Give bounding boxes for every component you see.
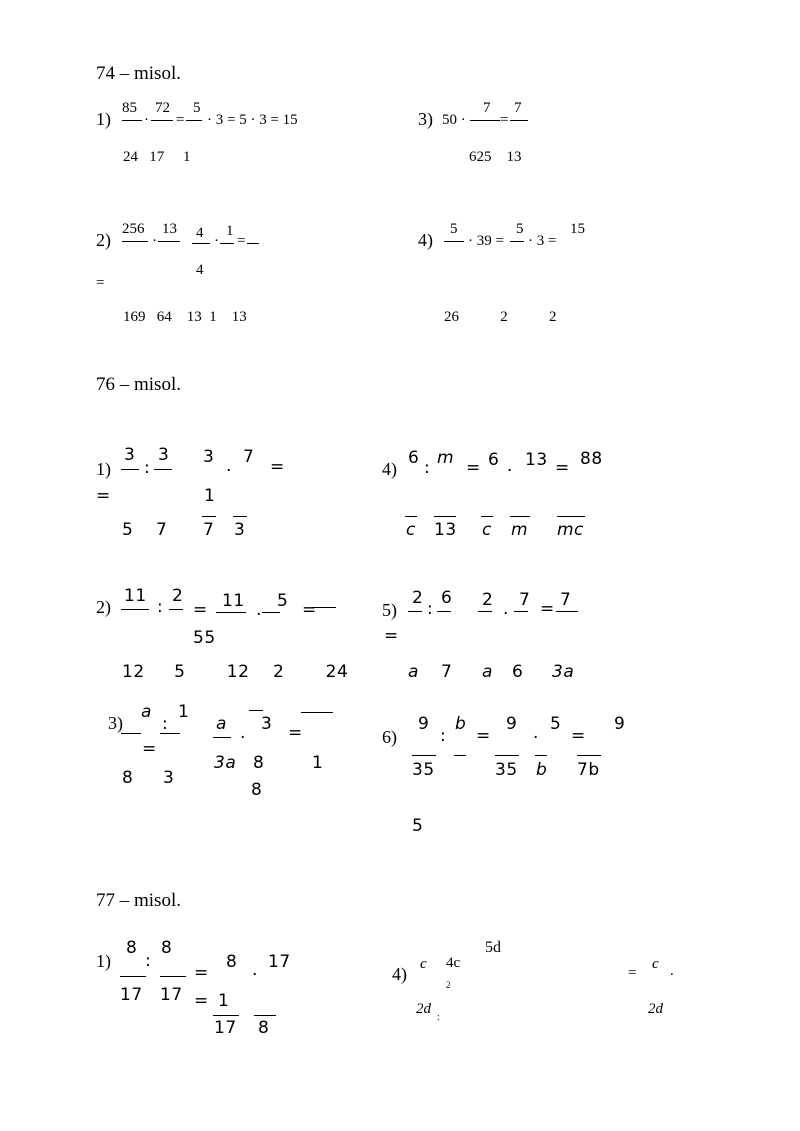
numerator: 1: [226, 223, 234, 239]
fraction-bar: [220, 243, 234, 244]
dot: .: [240, 723, 246, 743]
numerator: 5: [193, 100, 201, 116]
middle-value: 1: [218, 991, 230, 1011]
dot: .: [226, 456, 232, 476]
fraction-bar: [249, 710, 263, 711]
denominators-row: 24 17 1: [123, 149, 191, 165]
fraction-bar: [247, 243, 259, 244]
numerator: 72: [155, 100, 170, 116]
colon: :: [162, 714, 169, 734]
denominator: 35: [412, 760, 435, 780]
fraction-bar: [510, 241, 524, 242]
numerator: 8: [161, 938, 173, 958]
fraction-bar: [437, 611, 451, 612]
equals-sign: =: [142, 739, 157, 759]
fraction-bar: [192, 243, 210, 244]
problem-number: 1): [96, 951, 111, 971]
numerator: 13: [162, 221, 177, 237]
equals-sign: =: [384, 626, 399, 646]
equals-sign: =: [288, 723, 303, 743]
expression-tail: · 3 =: [528, 233, 557, 249]
denominator: 8: [258, 1018, 270, 1038]
denominator: a: [408, 662, 419, 682]
fraction-bar: [408, 611, 422, 612]
fraction-bar: [254, 1015, 276, 1016]
problem-number: 5): [382, 600, 397, 620]
colon: :: [424, 458, 431, 478]
section-title-76: 76 – misol.: [96, 374, 181, 395]
denominator: 3: [234, 520, 246, 540]
numerator: 3: [261, 714, 273, 734]
denominator: mc: [557, 520, 584, 540]
denominator: 17: [120, 985, 143, 1005]
problem-number: 1): [96, 109, 111, 129]
denominator: 3a: [214, 753, 237, 773]
numerator: 13: [525, 450, 548, 470]
equals-sign: =: [176, 112, 185, 128]
colon: :: [440, 726, 447, 746]
equals-sign: =: [96, 275, 105, 291]
problem-number: 2): [96, 230, 111, 250]
fraction-bar: [556, 611, 578, 612]
numerator: b: [455, 714, 467, 734]
denominator: m: [511, 520, 529, 540]
dot: .: [670, 963, 674, 979]
fraction-bar: [216, 612, 246, 613]
fraction-bar: [577, 755, 601, 756]
middle-value: 1: [312, 753, 324, 773]
fraction-bar: [202, 516, 216, 517]
equals-sign: =: [270, 457, 285, 477]
numerator: 5: [277, 591, 289, 611]
fraction-bar: [121, 609, 149, 610]
fraction-bar: [151, 120, 173, 121]
denominators-row: 169 64 13 1 13: [123, 309, 247, 325]
denominator: 3a: [552, 662, 575, 682]
top-term: 5d: [485, 939, 501, 956]
fraction-bar: [121, 469, 139, 470]
numerator: 15: [570, 221, 585, 237]
equals-sign: =: [540, 599, 555, 619]
equals-sign: =: [193, 600, 208, 620]
numerator: 7: [483, 100, 491, 116]
numerator: 8: [126, 938, 138, 958]
numerator: 1: [178, 702, 190, 722]
colon: :: [144, 458, 151, 478]
equals-sign: =: [466, 458, 481, 478]
numerator: c: [420, 956, 427, 972]
expression-tail: · 3 = 5 · 3 = 15: [207, 112, 298, 128]
denominator: 17: [214, 1018, 237, 1038]
equals-sign: =: [500, 112, 509, 128]
numerator: 11: [124, 586, 147, 606]
denominators-row: 625 13: [469, 149, 522, 165]
numerator: 7: [243, 447, 255, 467]
numerator: 5: [516, 221, 524, 237]
denominator: b: [536, 760, 548, 780]
colon: :: [157, 597, 164, 617]
equals-sign: =: [194, 991, 209, 1011]
numerator: 2: [412, 588, 424, 608]
fraction-bar: [510, 516, 530, 517]
numerator: 3: [124, 445, 136, 465]
fraction-bar: [213, 737, 231, 738]
fraction-bar: [262, 612, 280, 613]
fraction-bar: [122, 241, 148, 242]
fraction-bar: [120, 976, 146, 977]
denominator: 8: [122, 768, 134, 788]
fraction-bar: [535, 755, 547, 756]
fraction-bar: [510, 120, 528, 121]
fraction-bar: [233, 516, 247, 517]
denominator: 7: [203, 520, 215, 540]
denominator: a: [482, 662, 493, 682]
numerator: 8: [226, 952, 238, 972]
dot: .: [533, 723, 539, 743]
fraction-bar: [557, 516, 585, 517]
dot: .: [503, 599, 509, 619]
fraction-bar: [121, 733, 141, 734]
numerator: 5: [550, 714, 562, 734]
denominator: 3: [163, 768, 175, 788]
denominator: 2d: [416, 1001, 431, 1017]
colon: :: [145, 951, 152, 971]
times-dot: ·: [144, 112, 149, 128]
fraction-bar: [470, 120, 500, 121]
numerator: 256: [122, 221, 145, 237]
times-dot: ·: [152, 233, 157, 249]
fraction-bar: [454, 755, 466, 756]
numerator: 88: [580, 449, 603, 469]
denominator: 35: [495, 760, 518, 780]
numerator: 7: [560, 590, 572, 610]
numerator: a: [141, 702, 152, 722]
numerator: c: [652, 956, 659, 972]
fraction-bar: [154, 469, 172, 470]
section-title-74: 74 – misol.: [96, 63, 181, 84]
fraction-bar: [434, 516, 456, 517]
subscript: :: [437, 1012, 440, 1023]
denominator: c: [406, 520, 416, 540]
problem-number: 4): [418, 230, 433, 250]
fraction-bar: [186, 120, 202, 121]
denominator: 17: [160, 985, 183, 1005]
middle-value: 5: [412, 816, 424, 836]
numerator: 9: [614, 714, 626, 734]
denominator: 6: [512, 662, 524, 682]
numerator: 6: [488, 450, 500, 470]
fraction-bar: [312, 607, 336, 608]
middle-value: 1: [204, 486, 216, 506]
numerator: 9: [418, 714, 430, 734]
denominators-row: 26 2 2: [444, 309, 557, 325]
denominator: 8: [253, 753, 265, 773]
equals-sign: =: [571, 726, 586, 746]
numerator: 6: [441, 588, 453, 608]
denominator: 13: [434, 520, 457, 540]
fraction-bar: [444, 241, 464, 242]
section-title-77: 77 – misol.: [96, 890, 181, 911]
fraction-bar: [481, 516, 493, 517]
dot: .: [507, 456, 513, 476]
denominator: c: [482, 520, 492, 540]
fraction-bar: [122, 120, 142, 121]
numerator: 3: [203, 447, 215, 467]
numerator: 5: [450, 221, 458, 237]
equals-sign: =: [555, 458, 570, 478]
problem-number: 2): [96, 597, 111, 617]
problem-number: 3): [108, 713, 123, 733]
dot: .: [256, 600, 262, 620]
dot: .: [252, 960, 258, 980]
numerator: 7: [519, 590, 531, 610]
numerator: 4: [196, 225, 204, 241]
fraction-bar: [301, 712, 333, 713]
numerator: 4c: [446, 955, 461, 971]
equals-sign: =: [628, 965, 637, 981]
colon: :: [427, 599, 434, 619]
fraction-bar: [514, 611, 528, 612]
middle-value: 55: [193, 628, 216, 648]
denominator: 7b: [577, 760, 600, 780]
equals-sign: =: [237, 233, 246, 249]
times-dot: ·: [214, 233, 219, 249]
numerator: 9: [506, 714, 518, 734]
fraction-bar: [160, 976, 186, 977]
equals-sign: =: [476, 726, 491, 746]
problem-number: 6): [382, 727, 397, 747]
numerator: m: [437, 448, 455, 468]
middle-value: 4: [196, 262, 204, 278]
equals-sign: =: [194, 963, 209, 983]
fraction-bar: [158, 241, 180, 242]
denominator: 7: [156, 520, 168, 540]
fraction-bar: [169, 609, 183, 610]
problem-number: 1): [96, 459, 111, 479]
numerator: 17: [268, 952, 291, 972]
numerator: 2: [172, 586, 184, 606]
problem-number: 4): [382, 459, 397, 479]
numerator: 6: [408, 448, 420, 468]
fraction-bar: [478, 611, 492, 612]
denominators-row: 12 5 12 2 24: [122, 662, 349, 682]
numerator: 2: [482, 590, 494, 610]
fraction-bar: [213, 1015, 239, 1016]
expression-tail: · 39 =: [468, 233, 504, 249]
numerator: a: [216, 714, 227, 734]
denominator: 2d: [648, 1001, 663, 1017]
fraction-bar: [405, 516, 417, 517]
equals-sign: =: [302, 600, 317, 620]
problem-number: 3): [418, 109, 433, 129]
numerator: 3: [158, 445, 170, 465]
expression-head: 50 ·: [442, 112, 466, 128]
problem-number: 4): [392, 964, 407, 984]
denominator: 7: [441, 662, 453, 682]
numerator: 85: [122, 100, 137, 116]
subscript: 2: [446, 980, 451, 990]
numerator: 11: [222, 591, 245, 611]
denominator: 5: [122, 520, 134, 540]
equals-sign: =: [96, 486, 111, 506]
middle-value: 8: [251, 780, 263, 800]
fraction-bar: [412, 755, 436, 756]
numerator: 7: [514, 100, 522, 116]
fraction-bar: [495, 755, 519, 756]
fraction-bar: [160, 733, 180, 734]
